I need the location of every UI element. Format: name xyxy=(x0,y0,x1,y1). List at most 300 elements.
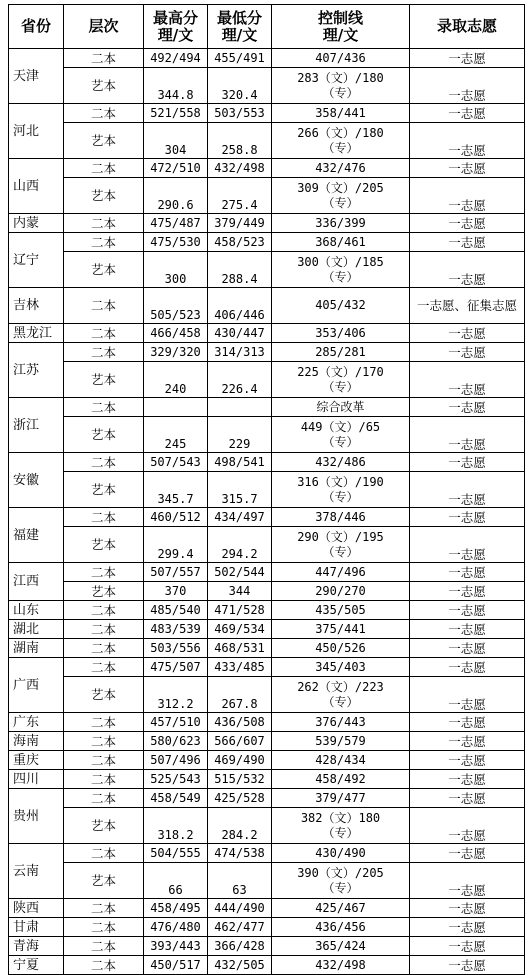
max-score-cell: 312.2 xyxy=(144,677,208,713)
province-cell: 海南 xyxy=(9,732,64,751)
table-row xyxy=(9,233,525,252)
province-cell: 浙江 xyxy=(9,398,64,453)
max-score-cell: 345.7 xyxy=(144,472,208,508)
level-cell: 艺本 xyxy=(64,808,144,844)
province-cell: 吉林 xyxy=(9,288,64,324)
control-line-text: （专） xyxy=(322,825,359,840)
province-cell: 山西 xyxy=(9,159,64,214)
table-row xyxy=(9,713,525,732)
level-cell: 二本 xyxy=(64,49,144,68)
admission-cell: 一志愿 xyxy=(410,104,525,123)
min-score-cell: 284.2 xyxy=(208,808,272,844)
admission-cell: 一志愿 xyxy=(410,324,525,343)
admission-cell: 一志愿 xyxy=(410,508,525,527)
control-line-text: 430/490 xyxy=(315,845,366,860)
table-row xyxy=(9,789,525,808)
control-line-text: （专） xyxy=(322,544,359,559)
header-min-score-sub: 理/文 xyxy=(221,25,258,44)
level-cell: 二本 xyxy=(64,751,144,770)
max-score-cell: 475/487 xyxy=(144,214,208,233)
control-line-text: （专） xyxy=(322,140,359,155)
control-line-text: 375/441 xyxy=(315,621,366,636)
max-score-cell: 290.6 xyxy=(144,178,208,214)
control-line-text: 432/486 xyxy=(315,454,366,469)
min-score-cell: 434/497 xyxy=(208,508,272,527)
min-score-cell: 444/490 xyxy=(208,899,272,918)
control-line-text: 336/399 xyxy=(315,215,366,230)
table-row xyxy=(9,104,525,123)
header-max-score-label: 最高分 xyxy=(152,8,198,27)
table-row xyxy=(9,214,525,233)
control-line-text: 290/270 xyxy=(315,583,366,598)
level-cell: 二本 xyxy=(64,324,144,343)
control-line-cell xyxy=(272,601,410,620)
admission-cell: 一志愿 xyxy=(410,899,525,918)
control-line-text: （专） xyxy=(322,489,359,504)
table-row xyxy=(9,751,525,770)
province-cell: 辽宁 xyxy=(9,233,64,288)
admission-cell: 一志愿 xyxy=(410,527,525,563)
level-cell: 艺本 xyxy=(64,472,144,508)
min-score-cell: 471/528 xyxy=(208,601,272,620)
control-line-cell xyxy=(272,658,410,677)
max-score-cell: 245 xyxy=(144,417,208,453)
admission-cell: 一志愿 xyxy=(410,956,525,975)
admission-cell: 一志愿 xyxy=(410,398,525,417)
min-score-cell: 406/446 xyxy=(208,288,272,324)
table-row xyxy=(9,808,525,844)
control-line-cell xyxy=(272,123,410,159)
level-cell: 艺本 xyxy=(64,178,144,214)
max-score-cell: 475/530 xyxy=(144,233,208,252)
table-row xyxy=(9,937,525,956)
province-cell: 湖北 xyxy=(9,620,64,639)
min-score-cell: 288.4 xyxy=(208,252,272,288)
province-cell: 江西 xyxy=(9,563,64,601)
admission-cell: 一志愿 xyxy=(410,49,525,68)
province-cell: 天津 xyxy=(9,49,64,104)
control-line-text: 285/281 xyxy=(315,344,366,359)
control-line-text: 379/477 xyxy=(315,790,366,805)
admission-cell: 一志愿 xyxy=(410,863,525,899)
province-cell: 广西 xyxy=(9,658,64,713)
header-control-line xyxy=(272,5,410,49)
table-row xyxy=(9,49,525,68)
control-line-cell xyxy=(272,49,410,68)
control-line-cell xyxy=(272,713,410,732)
control-line-text: （专） xyxy=(322,269,359,284)
level-cell: 二本 xyxy=(64,899,144,918)
province-cell: 黑龙江 xyxy=(9,324,64,343)
max-score-cell: 329/320 xyxy=(144,343,208,362)
admission-cell: 一志愿 xyxy=(410,68,525,104)
admission-cell: 一志愿 xyxy=(410,713,525,732)
control-line-text: 539/579 xyxy=(315,733,366,748)
min-score-cell: 474/538 xyxy=(208,844,272,863)
control-line-text: 262（文）/223 xyxy=(297,679,384,694)
province-cell: 四川 xyxy=(9,770,64,789)
min-score-cell: 425/528 xyxy=(208,789,272,808)
table-row xyxy=(9,732,525,751)
province-cell: 湖南 xyxy=(9,639,64,658)
admission-cell: 一志愿 xyxy=(410,563,525,582)
min-score-cell: 275.4 xyxy=(208,178,272,214)
control-line-text: 447/496 xyxy=(315,564,366,579)
min-score-cell: 458/523 xyxy=(208,233,272,252)
min-score-cell: 258.8 xyxy=(208,123,272,159)
max-score-cell: 466/458 xyxy=(144,324,208,343)
control-line-text: 290（文）/195 xyxy=(297,529,384,544)
table-row xyxy=(9,252,525,288)
table-row xyxy=(9,68,525,104)
province-cell: 云南 xyxy=(9,844,64,899)
control-line-text: 425/467 xyxy=(315,900,366,915)
header-max-score-sub: 理/文 xyxy=(157,25,194,44)
admission-cell: 一志愿 xyxy=(410,214,525,233)
control-line-text: 382（文）180 xyxy=(300,810,381,825)
control-line-text: （专） xyxy=(322,195,359,210)
province-cell: 山东 xyxy=(9,601,64,620)
admission-cell: 一志愿 xyxy=(410,252,525,288)
control-line-cell xyxy=(272,288,410,324)
max-score-cell: 521/558 xyxy=(144,104,208,123)
control-line-text: 358/441 xyxy=(315,105,366,120)
admission-cell: 一志愿 xyxy=(410,770,525,789)
min-score-cell: 267.8 xyxy=(208,677,272,713)
province-cell: 重庆 xyxy=(9,751,64,770)
header-province: 省份 xyxy=(9,5,64,49)
control-line-cell xyxy=(272,918,410,937)
min-score-cell: 432/505 xyxy=(208,956,272,975)
control-line-text: 432/476 xyxy=(315,160,366,175)
min-score-cell: 294.2 xyxy=(208,527,272,563)
level-cell: 二本 xyxy=(64,639,144,658)
admission-cell: 一志愿 xyxy=(410,233,525,252)
admission-cell: 一志愿 xyxy=(410,178,525,214)
max-score-cell xyxy=(144,398,208,417)
control-line-text: 435/505 xyxy=(315,602,366,617)
header-min-score xyxy=(208,5,272,49)
admission-cell: 一志愿 xyxy=(410,582,525,601)
min-score-cell: 430/447 xyxy=(208,324,272,343)
control-line-text: 407/436 xyxy=(315,50,366,65)
level-cell: 二本 xyxy=(64,159,144,178)
min-score-cell: 433/485 xyxy=(208,658,272,677)
admission-cell: 一志愿 xyxy=(410,808,525,844)
max-score-cell: 450/517 xyxy=(144,956,208,975)
admission-cell: 一志愿 xyxy=(410,453,525,472)
max-score-cell: 476/480 xyxy=(144,918,208,937)
province-cell: 江苏 xyxy=(9,343,64,398)
table-row xyxy=(9,563,525,582)
admission-cell: 一志愿 xyxy=(410,417,525,453)
admission-cell: 一志愿 xyxy=(410,658,525,677)
table-row xyxy=(9,159,525,178)
header-admission: 录取志愿 xyxy=(410,5,525,49)
control-line-cell xyxy=(272,343,410,362)
level-cell: 艺本 xyxy=(64,527,144,563)
level-cell: 二本 xyxy=(64,563,144,582)
control-line-text: 390（文）/205 xyxy=(297,865,384,880)
level-cell: 二本 xyxy=(64,288,144,324)
level-cell: 二本 xyxy=(64,343,144,362)
level-cell: 艺本 xyxy=(64,677,144,713)
control-line-cell xyxy=(272,233,410,252)
min-score-cell: 462/477 xyxy=(208,918,272,937)
province-cell: 甘肃 xyxy=(9,918,64,937)
control-line-cell xyxy=(272,178,410,214)
max-score-cell: 580/623 xyxy=(144,732,208,751)
control-line-text: 428/434 xyxy=(315,752,366,767)
table-row xyxy=(9,508,525,527)
level-cell: 二本 xyxy=(64,789,144,808)
min-score-cell: 436/508 xyxy=(208,713,272,732)
control-line-cell xyxy=(272,677,410,713)
province-cell: 宁夏 xyxy=(9,956,64,975)
max-score-cell: 300 xyxy=(144,252,208,288)
max-score-cell: 483/539 xyxy=(144,620,208,639)
level-cell: 艺本 xyxy=(64,362,144,398)
min-score-cell: 229 xyxy=(208,417,272,453)
admission-cell: 一志愿 xyxy=(410,343,525,362)
control-line-cell xyxy=(272,789,410,808)
admission-cell: 一志愿 xyxy=(410,639,525,658)
table-row xyxy=(9,343,525,362)
control-line-cell xyxy=(272,398,410,417)
control-line-cell xyxy=(272,508,410,527)
admission-cell: 一志愿 xyxy=(410,620,525,639)
control-line-text: 450/526 xyxy=(315,640,366,655)
admission-cell: 一志愿 xyxy=(410,918,525,937)
control-line-cell xyxy=(272,770,410,789)
level-cell: 二本 xyxy=(64,601,144,620)
header-max-score xyxy=(144,5,208,49)
max-score-cell: 485/540 xyxy=(144,601,208,620)
header-row xyxy=(9,5,525,49)
admission-cell: 一志愿 xyxy=(410,789,525,808)
level-cell: 二本 xyxy=(64,233,144,252)
table-row xyxy=(9,844,525,863)
province-cell: 青海 xyxy=(9,937,64,956)
control-line-text: 378/446 xyxy=(315,509,366,524)
min-score-cell: 366/428 xyxy=(208,937,272,956)
min-score-cell: 503/553 xyxy=(208,104,272,123)
min-score-cell: 469/534 xyxy=(208,620,272,639)
max-score-cell: 393/443 xyxy=(144,937,208,956)
control-line-cell xyxy=(272,104,410,123)
control-line-text: 283（文）/180 xyxy=(297,70,384,85)
max-score-cell: 318.2 xyxy=(144,808,208,844)
table-row xyxy=(9,601,525,620)
control-line-text: （专） xyxy=(322,379,359,394)
table-row xyxy=(9,863,525,899)
max-score-cell: 457/510 xyxy=(144,713,208,732)
header-level: 层次 xyxy=(64,5,144,49)
control-line-text: 266（文）/180 xyxy=(297,125,384,140)
max-score-cell: 304 xyxy=(144,123,208,159)
table-row xyxy=(9,417,525,453)
control-line-text: （专） xyxy=(322,85,359,100)
level-cell: 二本 xyxy=(64,214,144,233)
control-line-cell xyxy=(272,899,410,918)
admission-cell: 一志愿 xyxy=(410,732,525,751)
min-score-cell: 566/607 xyxy=(208,732,272,751)
table-body xyxy=(9,5,525,975)
min-score-cell: 320.4 xyxy=(208,68,272,104)
max-score-cell: 503/556 xyxy=(144,639,208,658)
control-line-cell xyxy=(272,324,410,343)
control-line-text: 345/403 xyxy=(315,659,366,674)
control-line-text: 432/498 xyxy=(315,957,366,972)
max-score-cell: 66 xyxy=(144,863,208,899)
min-score-cell: 344 xyxy=(208,582,272,601)
control-line-cell xyxy=(272,252,410,288)
level-cell: 艺本 xyxy=(64,417,144,453)
max-score-cell: 507/496 xyxy=(144,751,208,770)
admission-cell: 一志愿 xyxy=(410,751,525,770)
province-cell: 福建 xyxy=(9,508,64,563)
max-score-cell: 507/557 xyxy=(144,563,208,582)
control-line-cell xyxy=(272,214,410,233)
min-score-cell: 379/449 xyxy=(208,214,272,233)
control-line-cell xyxy=(272,563,410,582)
level-cell: 二本 xyxy=(64,770,144,789)
table-row xyxy=(9,472,525,508)
province-cell: 河北 xyxy=(9,104,64,159)
level-cell: 艺本 xyxy=(64,582,144,601)
level-cell: 二本 xyxy=(64,398,144,417)
table-row xyxy=(9,677,525,713)
level-cell: 二本 xyxy=(64,918,144,937)
control-line-text: 365/424 xyxy=(315,938,366,953)
level-cell: 二本 xyxy=(64,732,144,751)
control-line-cell xyxy=(272,751,410,770)
max-score-cell: 492/494 xyxy=(144,49,208,68)
control-line-cell xyxy=(272,472,410,508)
control-line-cell xyxy=(272,732,410,751)
admission-cell: 一志愿 xyxy=(410,362,525,398)
max-score-cell: 505/523 xyxy=(144,288,208,324)
control-line-text: （专） xyxy=(322,694,359,709)
level-cell: 二本 xyxy=(64,956,144,975)
min-score-cell: 226.4 xyxy=(208,362,272,398)
max-score-cell: 458/549 xyxy=(144,789,208,808)
control-line-cell xyxy=(272,639,410,658)
table-row xyxy=(9,620,525,639)
province-cell: 安徽 xyxy=(9,453,64,508)
control-line-text: 376/443 xyxy=(315,714,366,729)
province-cell: 内蒙 xyxy=(9,214,64,233)
admission-cell: 一志愿 xyxy=(410,472,525,508)
province-cell: 贵州 xyxy=(9,789,64,844)
max-score-cell: 370 xyxy=(144,582,208,601)
table-row xyxy=(9,398,525,417)
control-line-cell xyxy=(272,620,410,639)
min-score-cell: 468/531 xyxy=(208,639,272,658)
control-line-cell xyxy=(272,863,410,899)
admission-cell: 一志愿 xyxy=(410,844,525,863)
control-line-text: 368/461 xyxy=(315,234,366,249)
table-row xyxy=(9,288,525,324)
max-score-cell: 240 xyxy=(144,362,208,398)
table-row xyxy=(9,453,525,472)
control-line-text: 综合改革 xyxy=(316,399,365,414)
table-row xyxy=(9,770,525,789)
min-score-cell: 455/491 xyxy=(208,49,272,68)
control-line-cell xyxy=(272,362,410,398)
max-score-cell: 525/543 xyxy=(144,770,208,789)
level-cell: 二本 xyxy=(64,658,144,677)
max-score-cell: 507/543 xyxy=(144,453,208,472)
admission-cell: 一志愿 xyxy=(410,123,525,159)
control-line-cell xyxy=(272,417,410,453)
max-score-cell: 299.4 xyxy=(144,527,208,563)
control-line-text: 449（文）/65 xyxy=(300,419,381,434)
min-score-cell: 502/544 xyxy=(208,563,272,582)
admission-score-table xyxy=(8,4,525,975)
table-row xyxy=(9,324,525,343)
level-cell: 艺本 xyxy=(64,123,144,159)
control-line-cell xyxy=(272,937,410,956)
level-cell: 二本 xyxy=(64,713,144,732)
admission-cell: 一志愿 xyxy=(410,677,525,713)
control-line-cell xyxy=(272,159,410,178)
admission-cell: 一志愿 xyxy=(410,937,525,956)
header-min-score-label: 最低分 xyxy=(216,8,262,27)
level-cell: 二本 xyxy=(64,104,144,123)
table-row xyxy=(9,527,525,563)
level-cell: 艺本 xyxy=(64,252,144,288)
table-row xyxy=(9,639,525,658)
control-line-text: 458/492 xyxy=(315,771,366,786)
max-score-cell: 475/507 xyxy=(144,658,208,677)
min-score-cell: 515/532 xyxy=(208,770,272,789)
min-score-cell: 314/313 xyxy=(208,343,272,362)
table-row xyxy=(9,918,525,937)
admission-cell: 一志愿、征集志愿 xyxy=(410,288,525,324)
level-cell: 二本 xyxy=(64,453,144,472)
control-line-cell xyxy=(272,68,410,104)
control-line-text: 405/432 xyxy=(315,298,366,312)
level-cell: 艺本 xyxy=(64,68,144,104)
control-line-cell xyxy=(272,844,410,863)
min-score-cell: 469/490 xyxy=(208,751,272,770)
level-cell: 二本 xyxy=(64,844,144,863)
level-cell: 二本 xyxy=(64,508,144,527)
max-score-cell: 344.8 xyxy=(144,68,208,104)
control-line-cell xyxy=(272,582,410,601)
max-score-cell: 472/510 xyxy=(144,159,208,178)
control-line-text: 436/456 xyxy=(315,919,366,934)
table-row xyxy=(9,362,525,398)
control-line-cell xyxy=(272,453,410,472)
control-line-text: （专） xyxy=(322,880,359,895)
table-row xyxy=(9,582,525,601)
min-score-cell: 315.7 xyxy=(208,472,272,508)
level-cell: 艺本 xyxy=(64,863,144,899)
min-score-cell xyxy=(208,398,272,417)
province-cell: 广东 xyxy=(9,713,64,732)
admission-cell: 一志愿 xyxy=(410,159,525,178)
level-cell: 二本 xyxy=(64,620,144,639)
table-row xyxy=(9,658,525,677)
control-line-text: 353/406 xyxy=(315,325,366,340)
header-control-line-label: 控制线 xyxy=(317,8,363,27)
max-score-cell: 460/512 xyxy=(144,508,208,527)
table-row xyxy=(9,178,525,214)
max-score-cell: 458/495 xyxy=(144,899,208,918)
min-score-cell: 432/498 xyxy=(208,159,272,178)
